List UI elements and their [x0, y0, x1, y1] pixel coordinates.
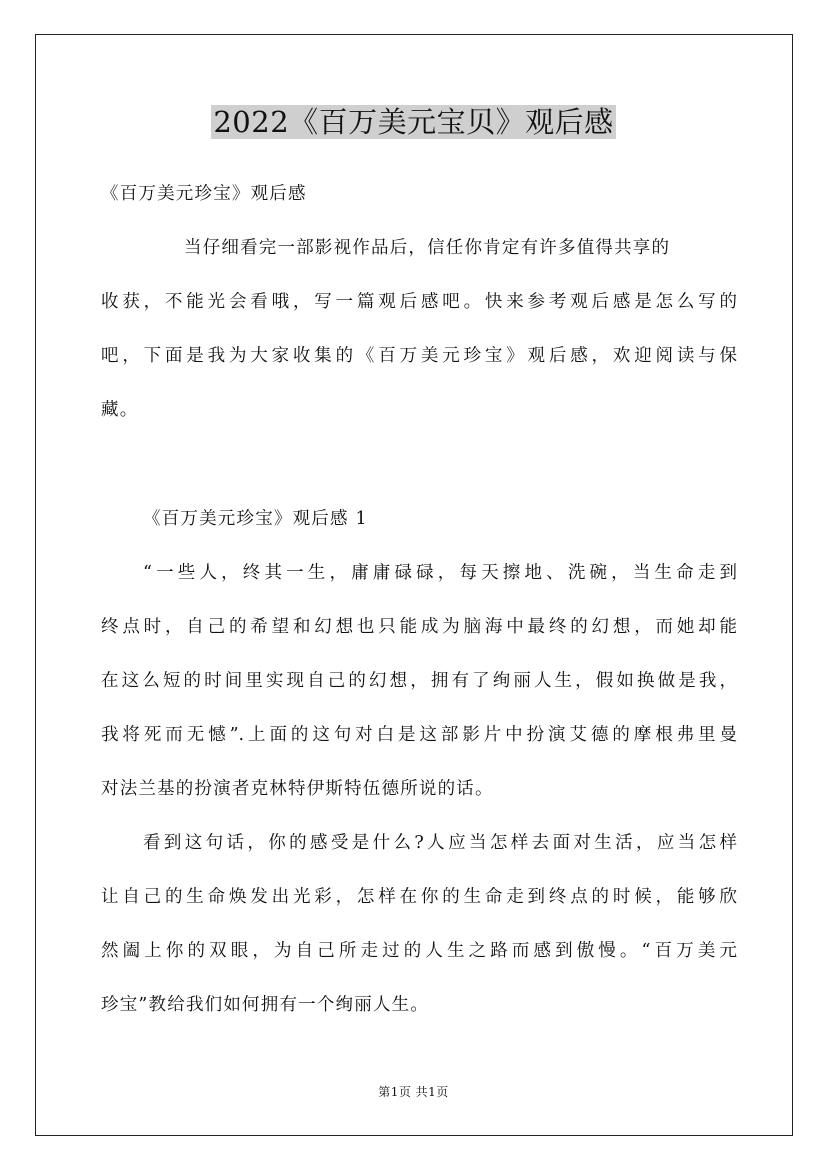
intro-line-1: 当仔细看完一部影视作品后，信任你肯定有许多值得共享的 [184, 238, 671, 258]
paragraph1-line-5: 对法兰基的扮演者克林特伊斯特伍德所说的话。 [101, 779, 494, 799]
section-heading: 《百万美元珍宝》观后感 1 [143, 509, 368, 529]
paragraph2-line-1: 看到这句话，你的感受是什么?人应当怎样去面对生活，应当怎样 [143, 833, 737, 853]
intro-line-2: 收获，不能光会看哦，写一篇观后感吧。快来参考观后感是怎么写的 [101, 292, 737, 312]
document-title [0, 98, 827, 146]
paragraph2-line-2: 让自己的生命焕发出光彩，怎样在你的生命走到终点的时候，能够欣 [101, 887, 737, 907]
paragraph2-line-4: 珍宝”教给我们如何拥有一个绚丽人生。 [101, 995, 430, 1015]
page-number-footer: 第1页 共1页 [378, 1085, 449, 1099]
paragraph2-line-3: 然阖上你的双眼，为自己所走过的人生之路而感到傲慢。“百万美元 [101, 941, 737, 961]
paragraph1-line-4: 我将死而无憾”.上面的这句对白是这部影片中扮演艾德的摩根弗里曼 [101, 725, 737, 745]
paragraph1-line-3: 在这么短的时间里实现自己的幻想，拥有了绚丽人生，假如换做是我， [101, 671, 737, 691]
document-subtitle: 《百万美元珍宝》观后感 [101, 184, 307, 204]
paragraph1-line-2: 终点时，自己的希望和幻想也只能成为脑海中最终的幻想，而她却能 [101, 617, 737, 637]
intro-line-3: 吧，下面是我为大家收集的《百万美元珍宝》观后感，欢迎阅读与保 [101, 346, 737, 366]
intro-line-4: 藏。 [101, 400, 139, 420]
paragraph1-line-1: “一些人，终其一生，庸庸碌碌，每天擦地、洗碗，当生命走到 [143, 563, 737, 583]
document-title-text: 2022《百万美元宝贝》观后感 [213, 105, 614, 139]
